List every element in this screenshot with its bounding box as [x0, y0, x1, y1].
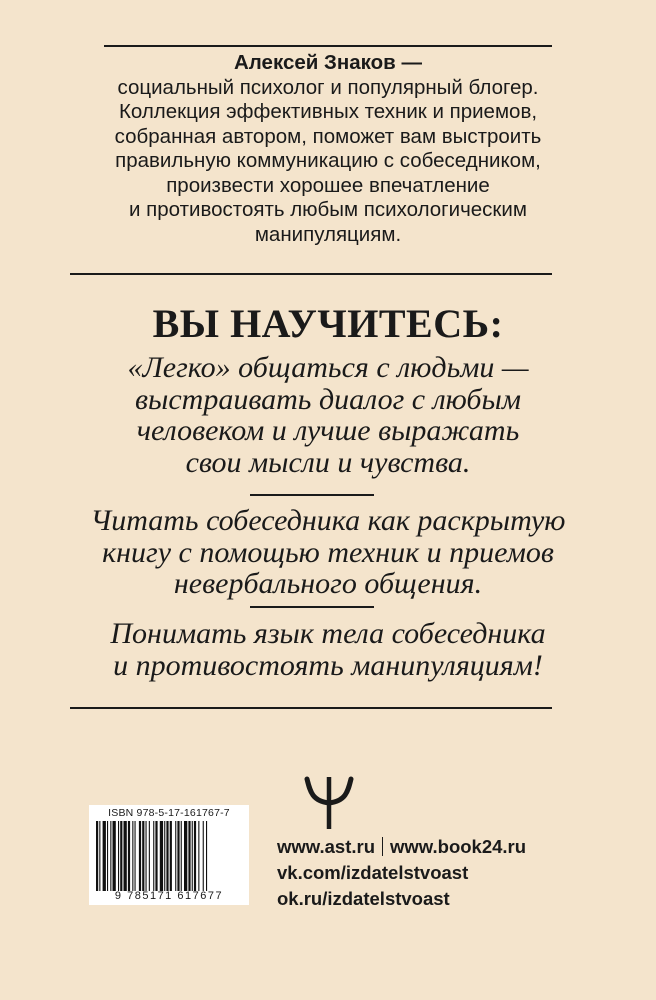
bullet-line: Читать собеседника как раскрытую: [90, 504, 566, 537]
barcode-number: 9 785171 617677: [114, 890, 224, 902]
bullet-line: невербального общения.: [173, 567, 483, 600]
barcode-bar: [96, 821, 98, 891]
barcode-bar: [206, 821, 207, 891]
barcode-bar: [188, 821, 190, 891]
author-block: [70, 51, 586, 247]
barcode-bar: [175, 821, 176, 891]
barcode-bar: [192, 821, 193, 891]
barcode-bar: [107, 821, 108, 891]
barcode-bar: [118, 821, 119, 891]
barcode-bar: [103, 821, 106, 891]
barcode-bar: [113, 821, 116, 891]
link-ok[interactable]: ok.ru/izdatelstvoast: [277, 888, 450, 909]
barcode-bar: [128, 821, 130, 891]
links-row-1: [277, 834, 526, 860]
barcode-bar: [164, 821, 165, 891]
barcode-bar: [146, 821, 147, 891]
barcode-bar: [149, 821, 150, 891]
author-desc-line: произвести хорошее впечатление: [166, 173, 490, 197]
author-desc-line: манипуляциям.: [254, 222, 402, 246]
bullet-1: [60, 352, 596, 478]
bullet-line: «Легко» общаться с людьми —: [127, 351, 529, 384]
barcode-bar: [184, 821, 187, 891]
bullet-line: Понимать язык тела собеседника: [110, 617, 546, 650]
bullet-line: и противостоять манипуляциям!: [113, 648, 543, 682]
barcode: [89, 805, 249, 905]
section-heading: ВЫ НАУЧИТЕСЬ:: [152, 301, 504, 346]
bullet-line: книгу с помощью техник и приемов: [102, 535, 554, 569]
link-vk[interactable]: vk.com/izdatelstvoast: [277, 862, 469, 883]
link-ast[interactable]: www.ast.ru: [277, 836, 376, 857]
barcode-bar: [124, 821, 127, 891]
author-desc-line: собранная автором, поможет вам выстроить: [114, 124, 542, 148]
bullet-divider: [250, 606, 374, 608]
barcode-bar: [139, 821, 141, 891]
barcode-bar: [99, 821, 100, 891]
barcode-bars: [94, 821, 244, 893]
barcode-bar: [120, 821, 122, 891]
barcode-bar: [170, 821, 172, 891]
author-desc-line: Коллекция эффективных техник и приемов,: [118, 100, 538, 123]
barcode-bar: [132, 821, 133, 891]
barcode-bar: [155, 821, 157, 891]
author-desc-line: правильную коммуникацию с собеседником,: [115, 149, 541, 172]
barcode-bar: [135, 821, 136, 891]
author-name: Алексей Знаков —: [234, 51, 422, 74]
author-bottom-rule: [70, 273, 552, 275]
isbn-label: ISBN 978-5-17-161767-7: [108, 807, 230, 819]
barcode-bar: [181, 821, 182, 891]
barcode-bar: [198, 821, 199, 891]
barcode-bar: [166, 821, 168, 891]
bottom-rule: [70, 707, 552, 709]
bullet-line: свои мысли и чувства.: [185, 445, 471, 479]
author-desc-line: социальный психолог и популярный блогер.: [117, 75, 539, 99]
barcode-bar: [153, 821, 154, 891]
barcode-bar: [203, 821, 204, 891]
barcode-bar: [177, 821, 179, 891]
barcode-bar: [160, 821, 163, 891]
publisher-links: [277, 834, 526, 912]
psi-logo-icon: [304, 773, 354, 831]
bullet-divider: [250, 494, 374, 496]
bullet-line: человеком и лучше выражать: [136, 414, 520, 447]
top-rule: [104, 45, 552, 47]
author-desc-line: и противостоять любым психологическим: [129, 198, 527, 221]
barcode-bar: [194, 821, 196, 891]
bullet-2: [60, 505, 596, 600]
link-separator: [382, 837, 383, 856]
barcode-bar: [110, 821, 111, 891]
bullet-line: выстраивать диалог с любым: [135, 382, 521, 416]
barcode-bar: [142, 821, 144, 891]
link-book24[interactable]: www.book24.ru: [390, 836, 527, 857]
bullet-3: [60, 618, 596, 681]
